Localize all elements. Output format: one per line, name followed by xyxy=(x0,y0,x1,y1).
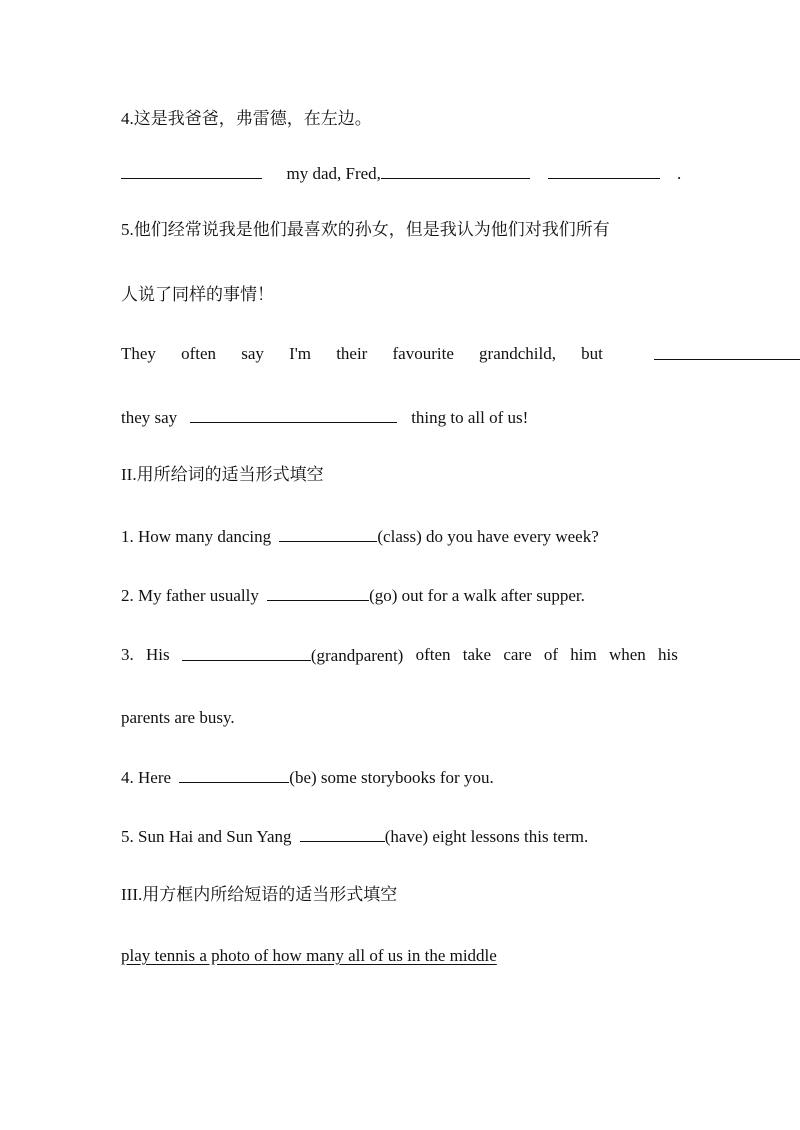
item-prefix: 4. Here xyxy=(121,768,172,787)
answer-blank[interactable] xyxy=(279,525,377,542)
section3-heading: III.用方框内所给短语的适当形式填空 xyxy=(121,885,398,904)
q5-chinese-line1: 5.他们经常说我是他们最喜欢的孙女，但是我认为他们对我们所有 xyxy=(121,220,610,239)
item-word: 3. xyxy=(121,645,134,664)
q4-english xyxy=(121,162,681,185)
answer-blank[interactable] xyxy=(381,162,530,179)
section2-heading: II.用所给词的适当形式填空 xyxy=(121,465,324,484)
q5-english-line2 xyxy=(121,406,528,429)
answer-blank[interactable] xyxy=(267,584,369,601)
q5-word: favourite xyxy=(392,344,454,363)
answer-blank[interactable] xyxy=(179,766,289,783)
item-word: him xyxy=(570,645,597,664)
item-suffix: (be) some storybooks for you. xyxy=(289,768,494,787)
q5-english-line1 xyxy=(121,343,800,365)
answer-blank[interactable] xyxy=(654,343,800,360)
item-word: take xyxy=(462,645,492,664)
q5-word: grandchild, xyxy=(479,344,556,363)
q5-word: often xyxy=(181,344,217,363)
answer-blank[interactable] xyxy=(182,644,311,661)
item-prefix: 1. How many dancing xyxy=(121,527,272,546)
item-word: of xyxy=(543,645,559,664)
q5-line2-end: thing to all of us! xyxy=(411,408,529,427)
item-prefix: 2. My father usually xyxy=(121,586,259,605)
q5-word: I'm xyxy=(289,344,312,363)
section2-item-5 xyxy=(121,825,588,848)
item-word: (grandparent) xyxy=(310,646,404,665)
q4-english-mid: my dad, Fred, xyxy=(286,164,381,183)
item-word: when xyxy=(608,645,646,664)
item-word: His xyxy=(145,645,170,664)
q5-word: but xyxy=(581,344,603,363)
item-suffix: (class) do you have every week? xyxy=(377,527,599,546)
item-suffix: (have) eight lessons this term. xyxy=(384,827,589,846)
q4-chinese: 4.这是我爸爸，弗雷德，在左边。 xyxy=(121,109,372,128)
answer-blank[interactable] xyxy=(121,162,262,179)
phrase-box: play tennis a photo of how many all of us in the middle xyxy=(121,946,497,965)
q5-word: say xyxy=(241,344,264,363)
item-word: care xyxy=(503,645,532,664)
q5-word: their xyxy=(336,344,368,363)
section2-item-3 xyxy=(121,644,678,667)
answer-blank[interactable] xyxy=(300,825,385,842)
section2-item-4 xyxy=(121,766,494,789)
q5-line2-start: they say xyxy=(121,408,178,427)
q5-word: They xyxy=(121,344,156,363)
section2-item-1 xyxy=(121,525,599,548)
answer-blank[interactable] xyxy=(190,406,397,423)
item-prefix: 5. Sun Hai and Sun Yang xyxy=(121,827,292,846)
section2-item-2 xyxy=(121,584,585,607)
answer-blank[interactable] xyxy=(548,162,660,179)
item-word: his xyxy=(658,645,678,664)
item-suffix: (go) out for a walk after supper. xyxy=(369,586,585,605)
section2-item-3-line2: parents are busy. xyxy=(121,708,235,727)
item-word: often xyxy=(415,645,451,664)
q4-english-end: . xyxy=(676,164,682,183)
q5-chinese-line2: 人说了同样的事情！ xyxy=(121,285,274,304)
